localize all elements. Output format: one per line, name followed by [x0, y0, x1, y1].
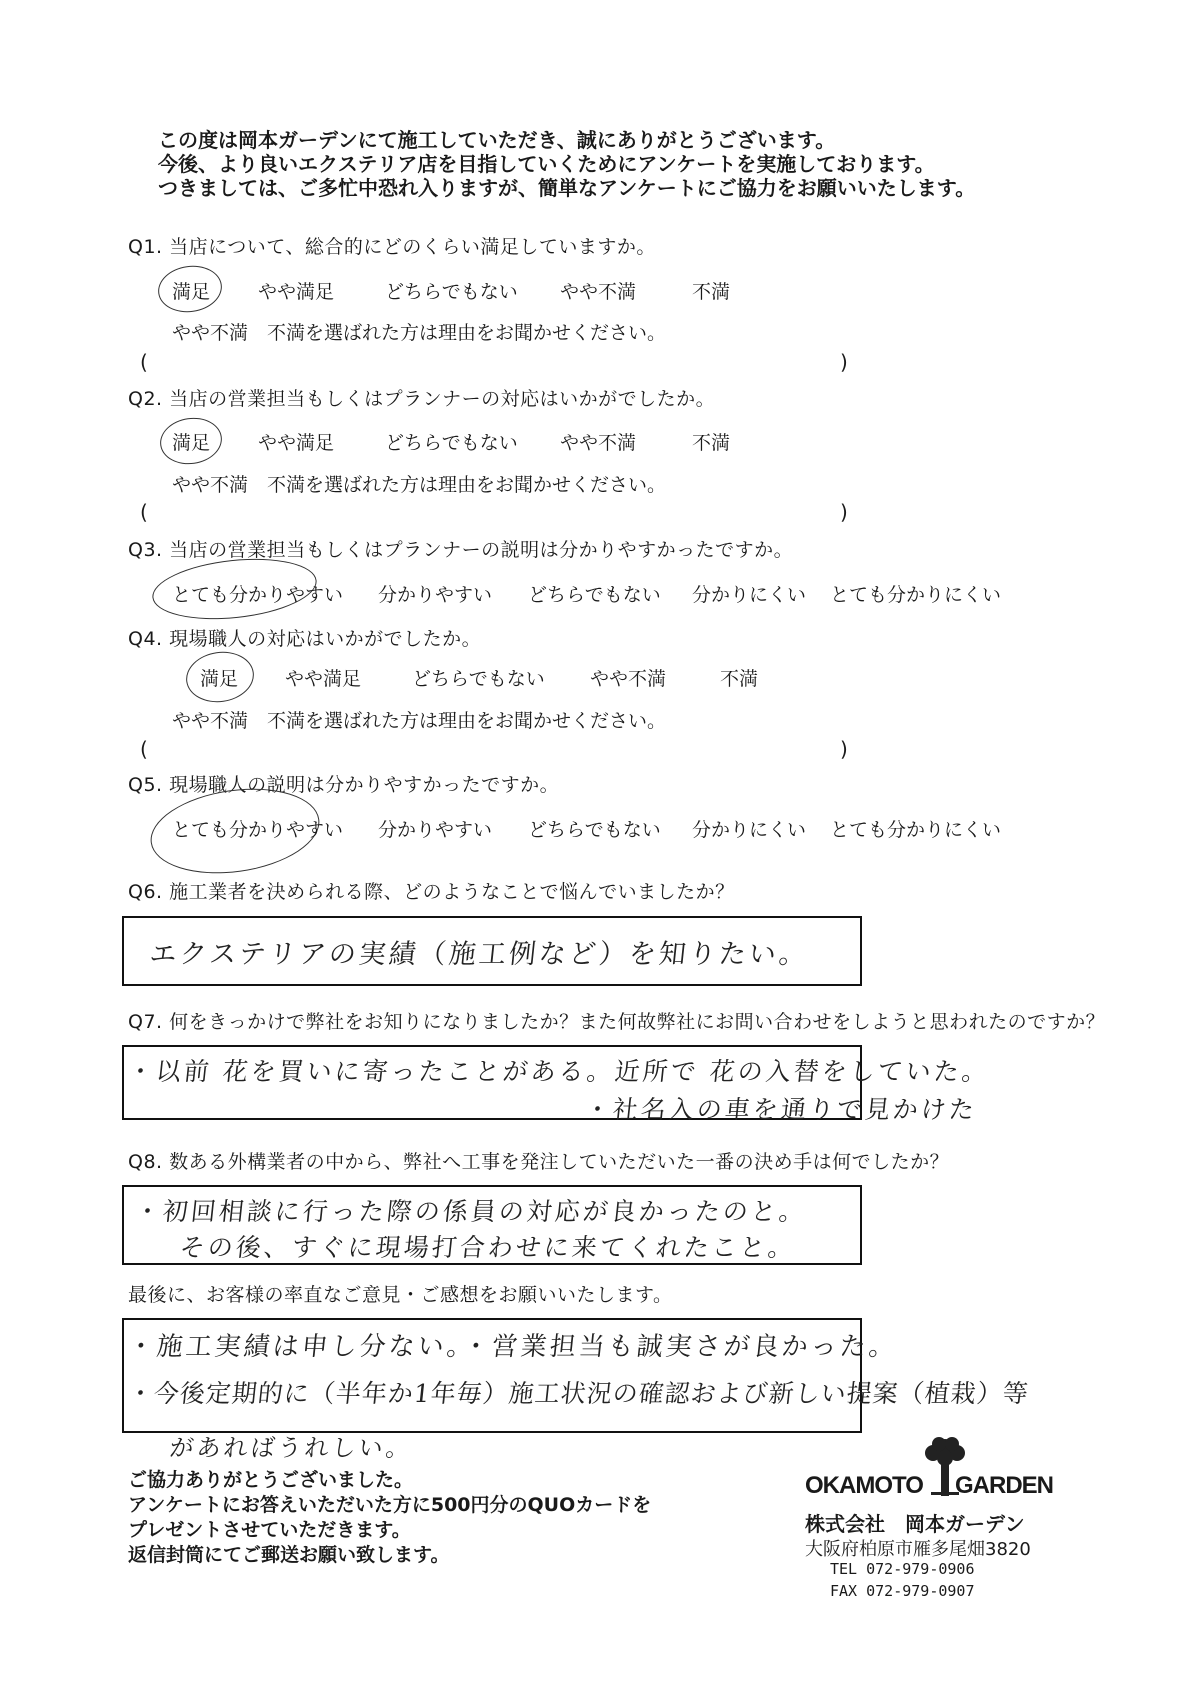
- reason-paren-close: ): [840, 350, 848, 374]
- q1-option-somewhat-satisfied[interactable]: やや満足: [258, 281, 335, 303]
- q5-option-clear[interactable]: 分かりやすい: [378, 819, 493, 841]
- reason-paren-open: (: [140, 500, 148, 524]
- q1-option-dissatisfied[interactable]: 不満: [692, 281, 731, 303]
- q6-handwritten-answer: エクステリアの実績（施工例など）を知りたい。: [148, 939, 811, 970]
- company-address: 大阪府柏原市雁多尾畑3820: [805, 1539, 1031, 1560]
- logo-text-left: OKAMOTO: [805, 1472, 923, 1499]
- q4-option-somewhat-satisfied[interactable]: やや満足: [285, 668, 362, 690]
- intro-line: つきましては、ご多忙中恐れ入りますが、簡単なアンケートにご協力をお願いいたします。: [158, 176, 976, 200]
- reason-prompt: やや不満 不満を選ばれた方は理由をお聞かせください。: [172, 710, 667, 732]
- q8-handwritten-line: その後、すぐに現場打合わせに来てくれたこと。: [178, 1233, 798, 1262]
- q4-option-satisfied[interactable]: 満足: [200, 668, 239, 690]
- thanks-line: ご協力ありがとうございました。: [128, 1469, 414, 1491]
- question-2: Q2. 当店の営業担当もしくはプランナーの対応はいかがでしたか。: [128, 388, 716, 410]
- reason-prompt: やや不満 不満を選ばれた方は理由をお聞かせください。: [172, 322, 667, 344]
- q1-option-satisfied[interactable]: 満足: [172, 281, 211, 303]
- reason-paren-open: (: [140, 737, 148, 761]
- final-comment-question: 最後に、お客様の率直なご意見・ご感想をお願いいたします。: [128, 1284, 673, 1306]
- final-handwritten-line: ・施工実績は申し分ない。・営業担当も誠実さが良かった。: [126, 1332, 900, 1362]
- question-3: Q3. 当店の営業担当もしくはプランナーの説明は分かりやすかったですか。: [128, 539, 794, 561]
- q5-option-very-unclear[interactable]: とても分かりにくい: [830, 819, 1002, 841]
- q4-option-somewhat-dissatisfied[interactable]: やや不満: [590, 668, 667, 690]
- okamoto-garden-logo: [805, 1434, 1055, 1504]
- company-fax: FAX 072-979-0907: [830, 1582, 975, 1600]
- reason-prompt: やや不満 不満を選ばれた方は理由をお聞かせください。: [172, 474, 667, 496]
- q3-option-clear[interactable]: 分かりやすい: [378, 584, 493, 606]
- thanks-message: [128, 1468, 651, 1568]
- thanks-line: 返信封筒にてご郵送お願い致します。: [128, 1544, 450, 1566]
- thanks-line: プレゼントさせていただきます。: [128, 1519, 411, 1541]
- q4-option-dissatisfied[interactable]: 不満: [720, 668, 759, 690]
- intro-text: [158, 128, 975, 200]
- question-4: Q4. 現場職人の対応はいかがでしたか。: [128, 628, 482, 650]
- q4-option-neutral[interactable]: どちらでもない: [412, 668, 545, 690]
- q2-option-somewhat-dissatisfied[interactable]: やや不満: [560, 432, 637, 454]
- q2-option-neutral[interactable]: どちらでもない: [385, 432, 518, 454]
- q1-option-neutral[interactable]: どちらでもない: [385, 281, 518, 303]
- intro-line: この度は岡本ガーデンにて施工していただき、誠にありがとうございます。: [158, 128, 836, 152]
- company-tel: TEL 072-979-0906: [830, 1560, 975, 1578]
- final-handwritten-line: があればうれしい。: [168, 1434, 415, 1462]
- reason-paren-close: ): [840, 500, 848, 524]
- q3-option-neutral[interactable]: どちらでもない: [528, 584, 661, 606]
- q3-option-unclear[interactable]: 分かりにくい: [692, 584, 807, 606]
- q2-option-somewhat-satisfied[interactable]: やや満足: [258, 432, 335, 454]
- question-8: Q8. 数ある外構業者の中から、弊社へ工事を発注していただいた一番の決め手は何でしたか？: [128, 1151, 950, 1173]
- q1-option-somewhat-dissatisfied[interactable]: やや不満: [560, 281, 637, 303]
- q7-handwritten-line: ・以前 花を買いに寄ったことがある。近所で 花の入替をしていた。: [126, 1057, 992, 1086]
- company-name: 株式会社 岡本ガーデン: [805, 1512, 1025, 1536]
- q3-option-very-clear[interactable]: とても分かりやすい: [172, 584, 344, 606]
- q7-handwritten-line: ・社名入の車を通りで見かけた: [583, 1095, 979, 1124]
- q5-option-unclear[interactable]: 分かりにくい: [692, 819, 807, 841]
- question-7: Q7. 何をきっかけで弊社をお知りになりましたか？また何故弊社にお問い合わせをしようと思われたのですか？: [128, 1011, 1106, 1033]
- final-handwritten-line: ・今後定期的に（半年か1年毎）施工状況の確認および新しい提案（植栽）等: [126, 1379, 1031, 1408]
- q2-option-dissatisfied[interactable]: 不満: [692, 432, 731, 454]
- logo-text-right: GARDEN: [955, 1472, 1054, 1499]
- q8-handwritten-line: ・初回相談に行った際の係員の対応が良かったのと。: [133, 1197, 809, 1226]
- q2-option-satisfied[interactable]: 満足: [172, 432, 211, 454]
- question-5: Q5. 現場職人の説明は分かりやすかったですか。: [128, 774, 560, 796]
- question-1: Q1. 当店について、総合的にどのくらい満足していますか。: [128, 236, 656, 258]
- q5-option-very-clear[interactable]: とても分かりやすい: [172, 819, 344, 841]
- q5-option-neutral[interactable]: どちらでもない: [528, 819, 661, 841]
- intro-line: 今後、より良いエクステリア店を目指していくためにアンケートを実施しております。: [158, 152, 935, 176]
- question-6: Q6. 施工業者を決められる際、どのようなことで悩んでいましたか？: [128, 881, 735, 903]
- reason-paren-close: ): [840, 737, 848, 761]
- thanks-line: アンケートにお答えいただいた方に500円分のQUOカードを: [128, 1494, 652, 1516]
- q3-option-very-unclear[interactable]: とても分かりにくい: [830, 584, 1002, 606]
- reason-paren-open: (: [140, 350, 148, 374]
